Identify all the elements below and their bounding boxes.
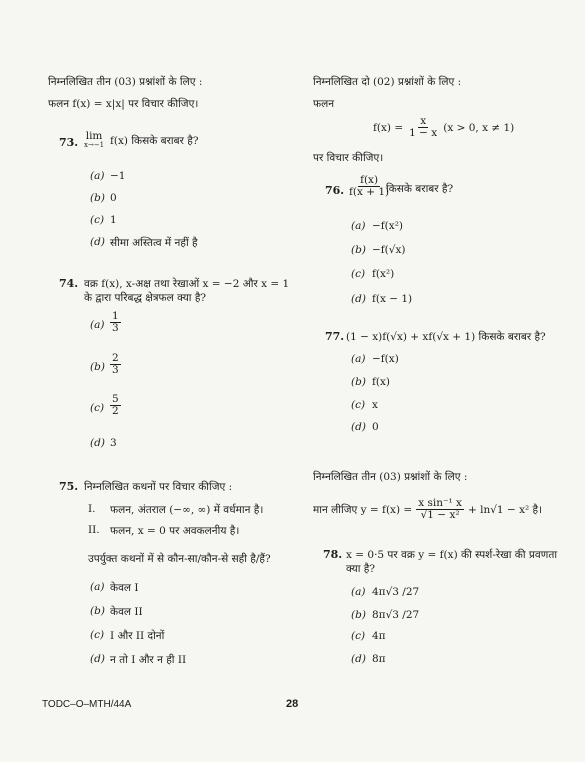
right-intro2-pre: मान लीजिए y = f(x) = <box>313 503 413 516</box>
q75-question: उपर्युक्त कथनों में से कौन-सा/कौन-से सही है/हैं? <box>88 553 271 565</box>
q74-option-d-value: 3 <box>110 437 117 449</box>
left-intro-function: फलन f(x) = x|x| पर विचार कीजिए। <box>48 98 199 110</box>
q73-option-d-label: (d) <box>90 236 105 248</box>
q78-option-b-label: (b) <box>351 609 366 621</box>
q74-option-a-fraction <box>110 311 121 334</box>
q75-option-c-value: I और II दोनों <box>110 630 165 642</box>
q75-option-b-label: (b) <box>90 605 105 617</box>
q76-option-b-label: (b) <box>351 244 366 256</box>
q76-option-c-label: (c) <box>351 268 366 280</box>
q75-statement1: फलन, अंतराल (−∞, ∞) में वर्धमान है। <box>110 504 264 516</box>
q78-option-c-label: (c) <box>351 630 366 642</box>
q74-option-a-numerator: 1 <box>112 310 119 322</box>
q73-lim-sub: x→−1 <box>84 140 105 149</box>
right-intro-heading: निम्नलिखित दो (02) प्रश्नांशों के लिए : <box>313 76 462 88</box>
q73-option-a-label: (a) <box>90 170 105 182</box>
q75-option-d-value: न तो I और न ही II <box>110 654 187 666</box>
q78-option-c-value: 4π <box>372 630 386 642</box>
right-function-denominator: 1 − x <box>409 127 438 140</box>
q75-option-a-label: (a) <box>90 581 105 593</box>
right-intro2-function <box>313 498 542 521</box>
q73-number: 73. <box>59 136 79 149</box>
q74-option-a-label: (a) <box>90 319 105 331</box>
q77-option-a-value: −f(x) <box>372 353 399 365</box>
q73-option-a-value: −1 <box>110 170 126 182</box>
q73-option-b-value: 0 <box>110 192 117 204</box>
right-intro2-numerator: x sin⁻¹ x <box>418 497 462 509</box>
q75-number: 75. <box>59 480 79 493</box>
q74-option-b-label: (b) <box>90 361 105 373</box>
q74-number: 74. <box>59 277 79 290</box>
right-intro2-post: + ln√1 − x² है। <box>467 503 543 516</box>
q78-line2: क्या है? <box>346 563 375 575</box>
q76-option-c-value: f(x²) <box>372 268 395 280</box>
q78-option-b-value: 8π√3 /27 <box>372 609 420 621</box>
q73-text: f(x) किसके बराबर है? <box>110 135 199 147</box>
q73-lim-text: lim <box>85 130 103 142</box>
right-function-numerator: x <box>420 115 427 127</box>
q75-option-d-label: (d) <box>90 653 105 665</box>
q75-statement2: फलन, x = 0 पर अवकलनीय है। <box>110 525 240 537</box>
q78-option-a-label: (a) <box>351 586 366 598</box>
q75-statement2-num: II. <box>88 524 100 536</box>
q76-option-d-label: (d) <box>351 293 366 305</box>
q74-option-a-denominator: 3 <box>112 322 119 335</box>
q73-option-c-label: (c) <box>90 214 105 226</box>
right-function-lhs: f(x) = <box>373 121 404 134</box>
q74-line1: वक्र f(x), x-अक्ष तथा रेखाओं x = −2 और x = 1 <box>84 278 290 290</box>
q74-option-c-fraction <box>110 394 121 417</box>
q74-option-c-label: (c) <box>90 402 105 414</box>
q77-number: 77. <box>325 330 345 343</box>
q76-number: 76. <box>325 184 345 197</box>
q75-text: निम्नलिखित कथनों पर विचार कीजिए : <box>84 481 233 493</box>
q78-option-a-value: 4π√3 /27 <box>372 586 420 598</box>
q74-option-b-denominator: 3 <box>112 364 119 377</box>
right-function-fraction <box>407 116 439 139</box>
q76-option-b-value: −f(√x) <box>372 244 406 256</box>
q77-option-c-label: (c) <box>351 399 366 411</box>
q77-option-b-value: f(x) <box>372 376 391 388</box>
q74-option-c-numerator: 5 <box>112 393 119 405</box>
q73-option-b-label: (b) <box>90 192 105 204</box>
right-intro2-denominator: √1 − x² <box>420 509 460 522</box>
q77-text: (1 − x)f(√x) + xf(√x + 1) किसके बराबर है? <box>346 331 546 343</box>
q77-option-b-label: (b) <box>351 376 366 388</box>
q76-option-d-value: f(x − 1) <box>372 293 413 305</box>
q76-option-a-label: (a) <box>351 220 366 232</box>
page-number: 28 <box>286 698 299 710</box>
q73-limit <box>84 131 104 149</box>
q74-option-c-denominator: 2 <box>112 405 119 418</box>
q74-option-b-numerator: 2 <box>112 352 119 364</box>
q77-option-d-label: (d) <box>351 421 366 433</box>
q73-option-d-value: सीमा अस्तित्व में नहीं है <box>110 237 198 249</box>
q75-option-c-label: (c) <box>90 629 105 641</box>
q78-line1: x = 0·5 पर वक्र y = f(x) की स्पर्श-रेखा की प्रवणता <box>346 549 558 561</box>
right-function-definition <box>373 116 514 139</box>
left-intro-heading: निम्नलिखित तीन (03) प्रश्नांशों के लिए : <box>48 76 203 88</box>
q74-option-d-label: (d) <box>90 437 105 449</box>
q76-numerator: f(x) <box>360 174 379 186</box>
q77-option-a-label: (a) <box>351 353 366 365</box>
q74-line2: के द्वारा परिबद्ध क्षेत्रफल क्या है? <box>84 292 207 304</box>
q75-statement1-num: I. <box>88 503 96 515</box>
right-intro2-heading: निम्नलिखित तीन (03) प्रश्नांशों के लिए : <box>313 471 468 483</box>
q73-option-c-value: 1 <box>110 214 117 226</box>
q77-option-c-value: x <box>372 399 378 411</box>
q74-option-b-fraction <box>110 353 121 376</box>
q76-text: किसके बराबर है? <box>386 183 454 195</box>
q76-fraction <box>347 175 391 198</box>
q75-option-b-value: केवल II <box>110 606 143 618</box>
q78-option-d-value: 8π <box>372 653 386 665</box>
q78-option-d-label: (d) <box>351 653 366 665</box>
q76-denominator: f(x + 1) <box>349 186 390 199</box>
right-intro-function-label: फलन <box>313 98 335 110</box>
q76-option-a-value: −f(x²) <box>372 220 404 232</box>
q75-option-a-value: केवल I <box>110 582 139 594</box>
right-intro2-fraction <box>416 498 464 521</box>
q77-option-d-value: 0 <box>372 421 379 433</box>
right-intro-consider: पर विचार कीजिए। <box>313 152 384 164</box>
q78-number: 78. <box>323 548 343 561</box>
footer-code: TODC–O–MTH/44A <box>42 699 132 710</box>
right-function-condition: (x > 0, x ≠ 1) <box>443 121 515 134</box>
